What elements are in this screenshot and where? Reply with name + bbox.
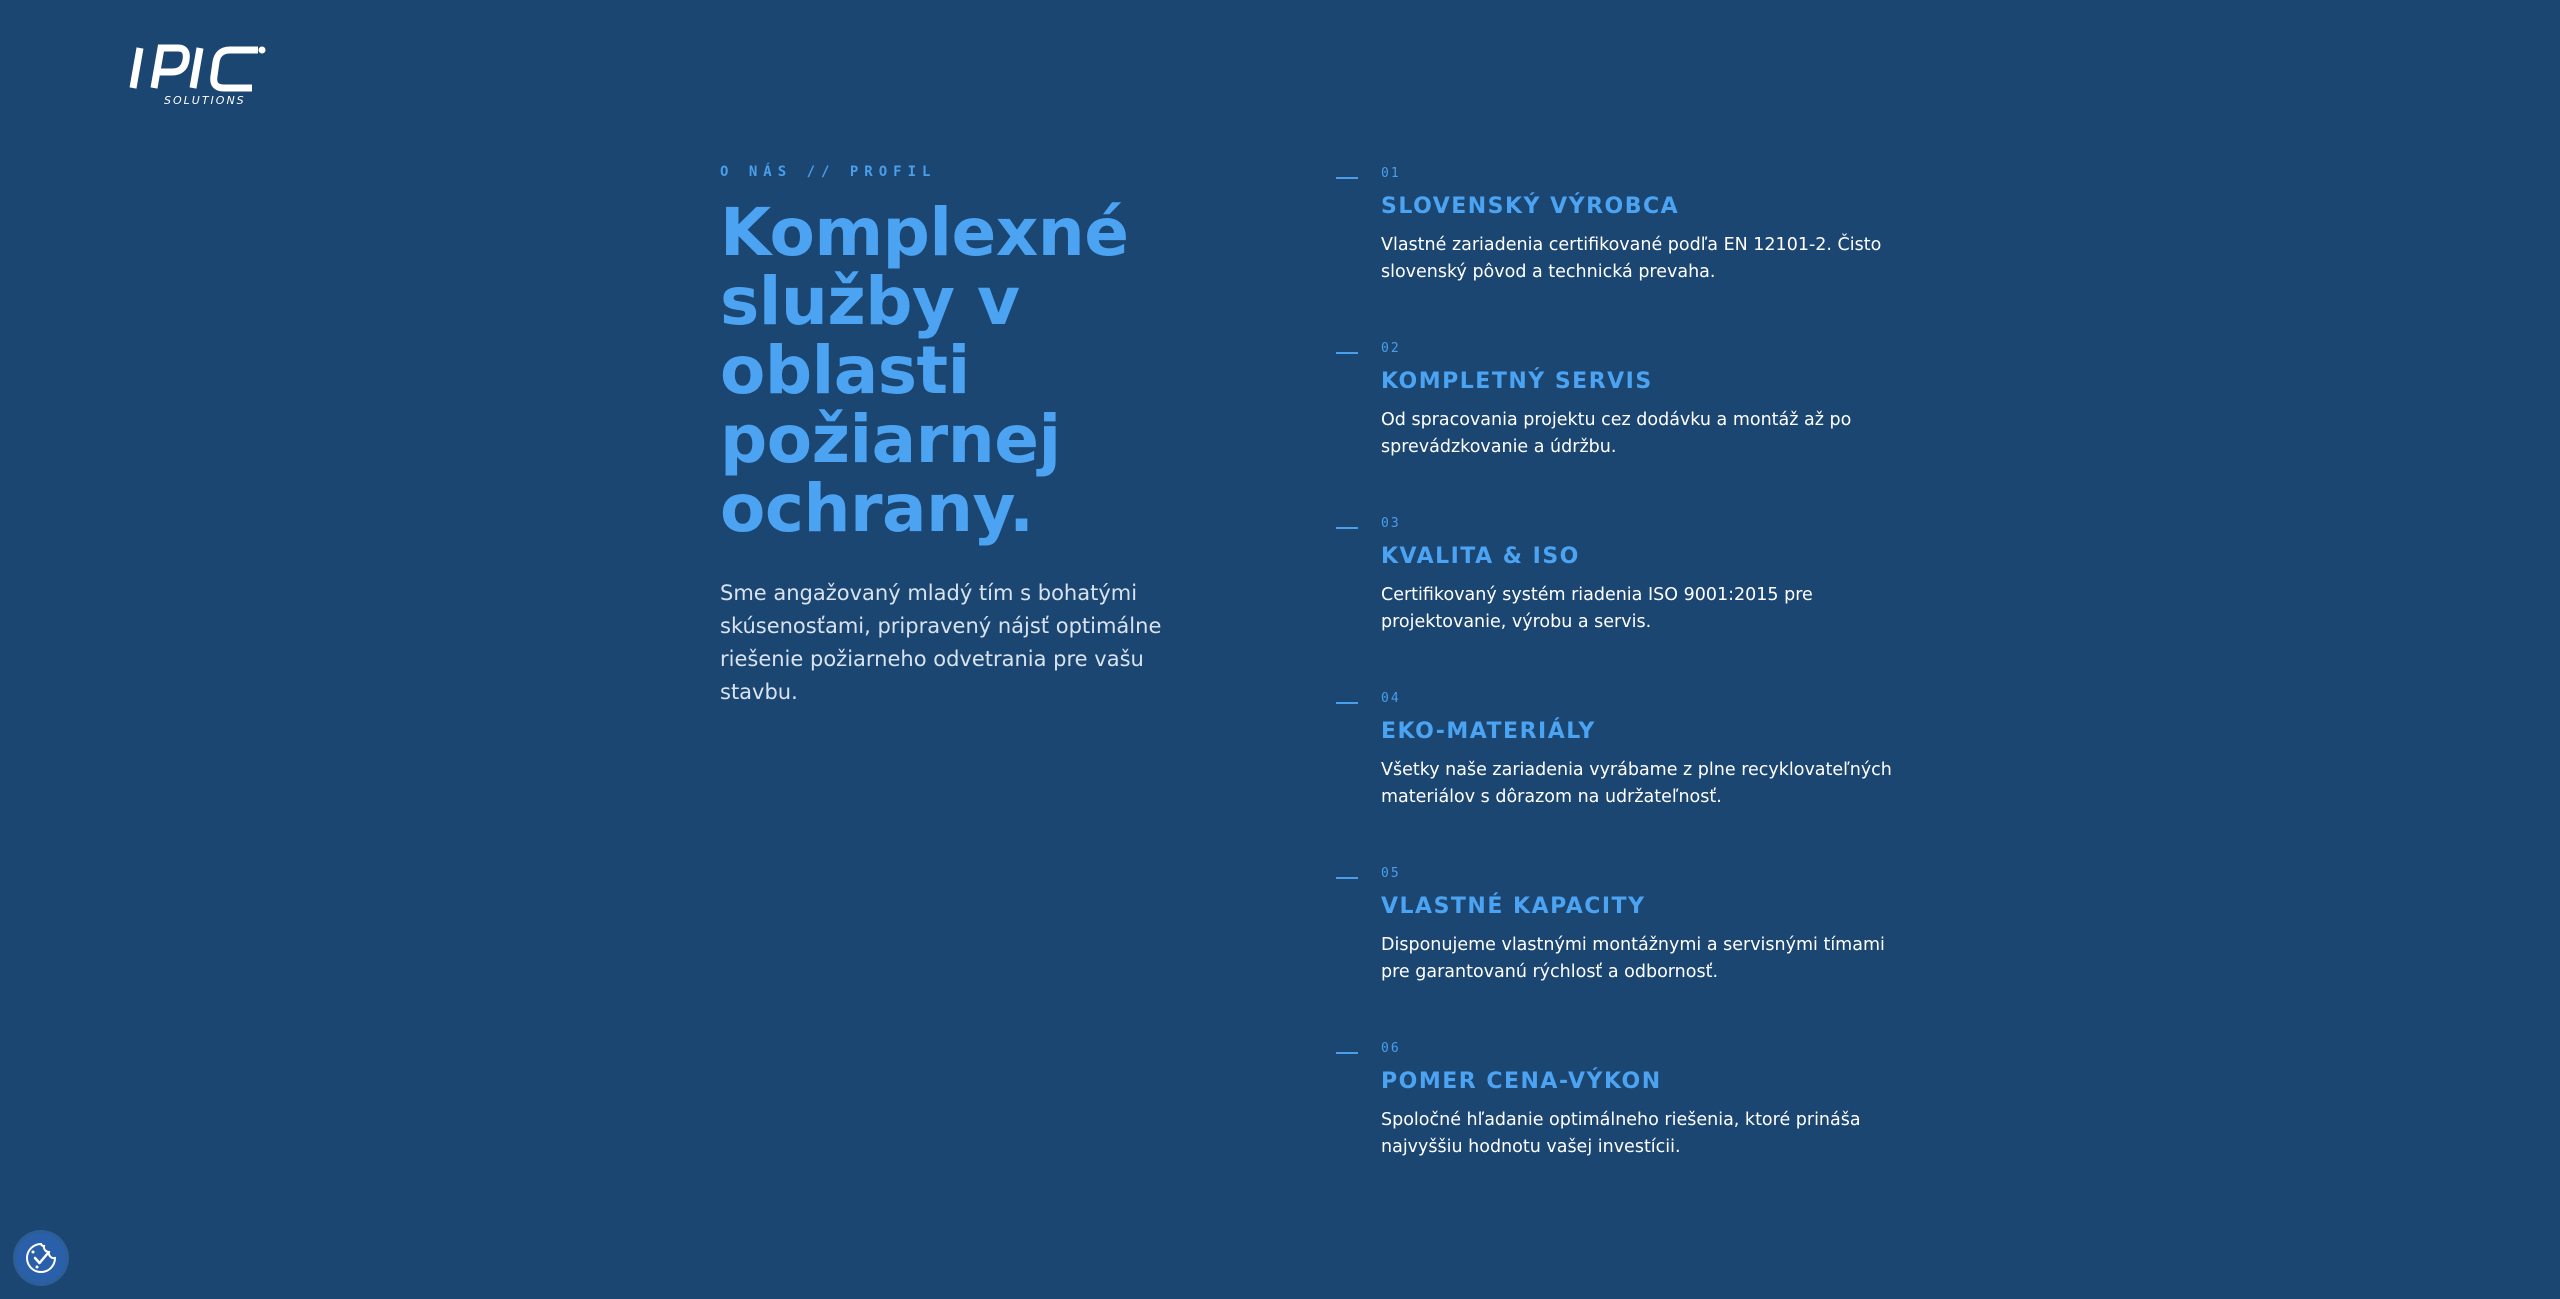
feature-description: Spoločné hľadanie optimálneho riešenia, ktoré prináša najvyššiu hodnotu vašej investícii. [1381, 1110, 1861, 1157]
feature-title: KVALITA & ISO [1381, 544, 1580, 569]
headline-line: Komplexné [720, 194, 1129, 271]
feature-dash [1336, 702, 1358, 704]
feature-item [1336, 514, 1896, 689]
intro-text: Sme angažovaný mladý tím s bohatými skúsenosťami, pripravený nájsť optimálne riešenie požiarneho odvetrania pre vašu stavbu. [720, 581, 1162, 704]
feature-item [1336, 1039, 1896, 1214]
features-list [1336, 164, 1896, 1214]
cookie-consent-button[interactable] [16, 1233, 66, 1283]
headline-line: služby v [720, 263, 1020, 340]
feature-dash [1336, 527, 1358, 529]
feature-description: Vlastné zariadenia certifikované podľa EN 12101-2. Čisto slovenský pôvod a technická prevaha. [1381, 235, 1882, 282]
feature-title: KOMPLETNÝ SERVIS [1381, 369, 1653, 394]
feature-item [1336, 164, 1896, 339]
feature-title: POMER CENA-VÝKON [1381, 1069, 1662, 1094]
feature-dash [1336, 1052, 1358, 1054]
feature-number: 03 [1381, 516, 1401, 531]
logo-subtitle: SOLUTIONS [164, 94, 246, 107]
feature-number: 06 [1381, 1041, 1401, 1056]
feature-item [1336, 864, 1896, 1039]
feature-title: SLOVENSKÝ VÝROBCA [1381, 194, 1680, 219]
feature-description: Certifikovaný systém riadenia ISO 9001:2015 pre projektovanie, výrobu a servis. [1381, 585, 1813, 632]
cookie-consent-icon [24, 1241, 58, 1275]
feature-title: VLASTNÉ KAPACITY [1381, 894, 1646, 919]
site-logo[interactable] [126, 44, 266, 108]
feature-dash [1336, 877, 1358, 879]
feature-dash [1336, 352, 1358, 354]
feature-number: 05 [1381, 866, 1401, 881]
about-section [720, 164, 1240, 709]
feature-description: Disponujeme vlastnými montážnymi a servisnými tímami pre garantovanú rýchlosť a odbornosť. [1381, 935, 1885, 982]
headline-line: ochrany. [720, 470, 1034, 547]
feature-number: 04 [1381, 691, 1401, 706]
feature-item [1336, 339, 1896, 514]
feature-description: Všetky naše zariadenia vyrábame z plne recyklovateľných materiálov s dôrazom na udržateľnosť. [1381, 760, 1892, 807]
ipic-logo-icon [126, 44, 266, 92]
feature-item [1336, 689, 1896, 864]
feature-dash [1336, 177, 1358, 179]
page-headline [720, 194, 1240, 547]
feature-number: 02 [1381, 341, 1401, 356]
headline-line: požiarnej [720, 401, 1061, 478]
feature-number: 01 [1381, 166, 1401, 181]
feature-description: Od spracovania projektu cez dodávku a montáž až po sprevádzkovanie a údržbu. [1381, 410, 1852, 457]
feature-title: EKO-MATERIÁLY [1381, 719, 1596, 744]
headline-line: oblasti [720, 332, 970, 409]
section-eyebrow: O NÁS // PROFIL [720, 164, 937, 180]
